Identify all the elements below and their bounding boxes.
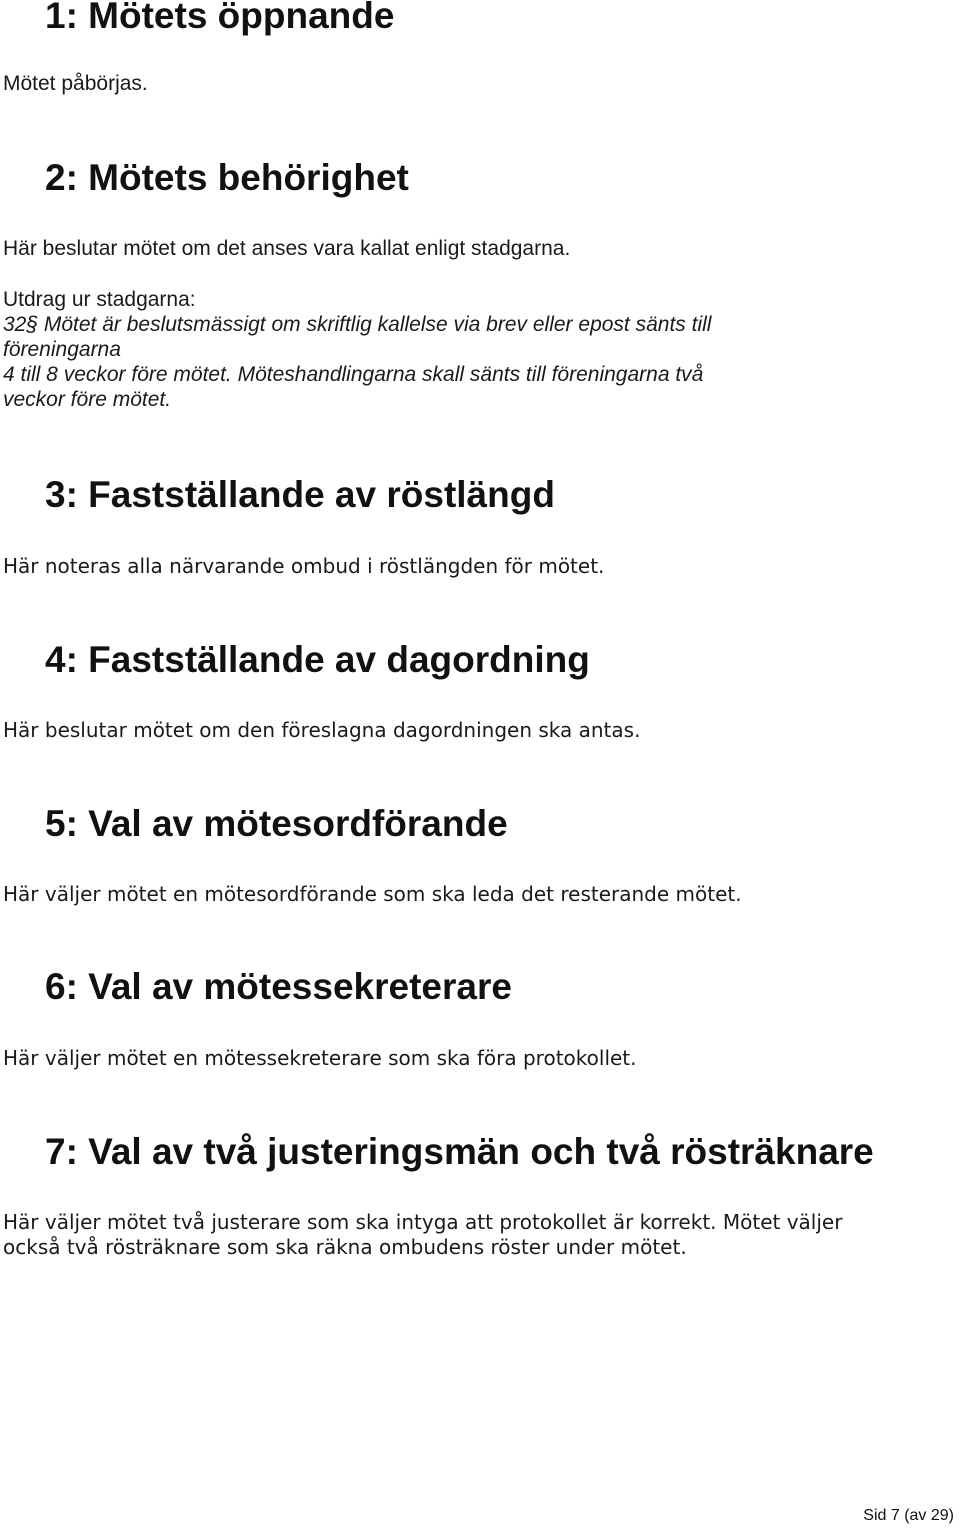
statute-excerpt-line-3-plain: 4 till 8 veckor före mötet. bbox=[3, 363, 232, 386]
section-2-heading: 2: Mötets behörighet bbox=[45, 157, 409, 198]
section-3-body: Här noteras alla närvarande ombud i röstlängden för mötet. bbox=[3, 554, 605, 578]
statute-excerpt-line-2: föreningarna bbox=[3, 338, 121, 361]
section-5-heading: 5: Val av mötesordförande bbox=[45, 803, 508, 844]
page-number: Sid 7 (av 29) bbox=[863, 1507, 954, 1524]
section-7-body bbox=[3, 1210, 842, 1260]
section-5-body: Här väljer mötet en mötesordförande som ska leda det resterande mötet. bbox=[3, 882, 742, 906]
statute-excerpt-label: Utdrag ur stadgarna: bbox=[3, 288, 196, 311]
statute-excerpt bbox=[3, 312, 711, 412]
statute-excerpt-line-3 bbox=[3, 362, 711, 387]
section-7-body-line-2: också två rösträknare som ska räkna ombudens röster under mötet. bbox=[3, 1235, 687, 1259]
section-3-heading: 3: Fastställande av röstlängd bbox=[45, 474, 555, 515]
section-2-body: Här beslutar mötet om det anses vara kallat enligt stadgarna. bbox=[3, 237, 571, 260]
section-1-body: Mötet påbörjas. bbox=[3, 72, 148, 95]
section-6-body: Här väljer mötet en mötessekreterare som ska föra protokollet. bbox=[3, 1046, 637, 1070]
statute-excerpt-line-4: veckor före mötet. bbox=[3, 388, 172, 411]
section-1-heading: 1: Mötets öppnande bbox=[45, 0, 395, 36]
section-6-heading: 6: Val av mötessekreterare bbox=[45, 966, 512, 1007]
section-4-heading: 4: Fastställande av dagordning bbox=[45, 639, 590, 680]
section-4-body: Här beslutar mötet om den föreslagna dagordningen ska antas. bbox=[3, 718, 641, 742]
section-7-body-line-1: Här väljer mötet två justerare som ska intyga att protokollet är korrekt. Mötet väljer bbox=[3, 1210, 843, 1234]
statute-excerpt-line-1: 32§ Mötet är beslutsmässigt om skriftlig kallelse via brev eller epost sänts till bbox=[3, 313, 712, 336]
section-7-heading: 7: Val av två justeringsmän och två rösträknare bbox=[45, 1131, 874, 1172]
statute-excerpt-line-3-italic: Möteshandlingarna skall sänts till föreningarna två bbox=[231, 363, 704, 386]
